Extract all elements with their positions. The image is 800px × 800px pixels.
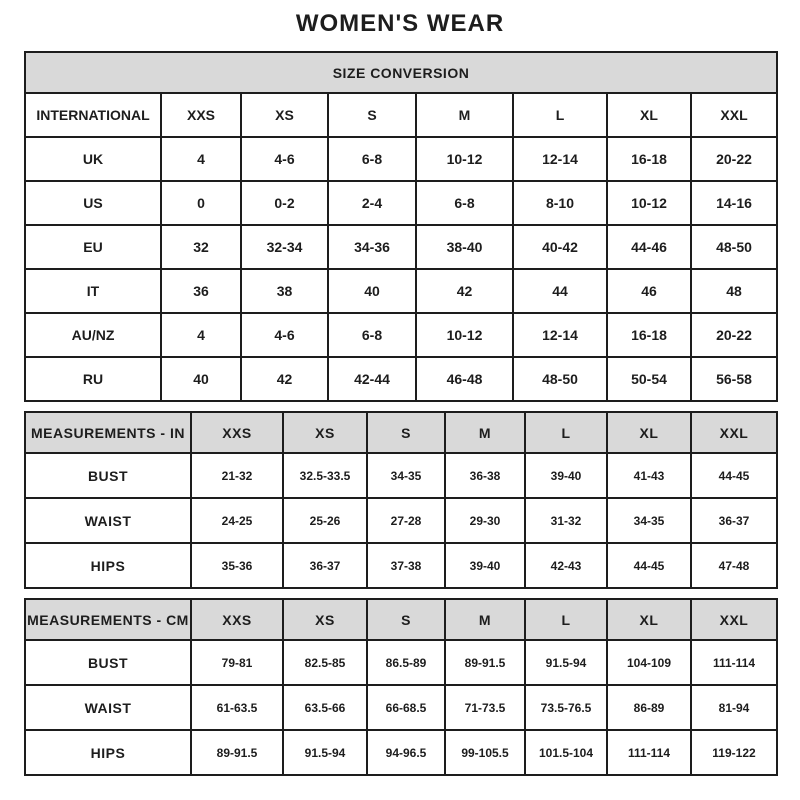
row-label-eu: EU bbox=[25, 225, 161, 269]
measurement-cell: 36-37 bbox=[691, 498, 777, 543]
size-cell: 20-22 bbox=[691, 313, 777, 357]
size-cell: 8-10 bbox=[513, 181, 607, 225]
measurement-cell: 24-25 bbox=[191, 498, 283, 543]
size-cell: 40-42 bbox=[513, 225, 607, 269]
size-cell: 34-36 bbox=[328, 225, 416, 269]
measurement-cell: 44-45 bbox=[691, 453, 777, 498]
column-header-xl: XL bbox=[607, 93, 691, 137]
column-header-xl: XL bbox=[607, 412, 691, 453]
measurement-cell: 82.5-85 bbox=[283, 640, 367, 685]
table-row-waist-cm bbox=[25, 685, 777, 730]
measurement-cell: 119-122 bbox=[691, 730, 777, 775]
size-cell: 48-50 bbox=[513, 357, 607, 401]
size-cell: 44-46 bbox=[607, 225, 691, 269]
measurement-cell: 104-109 bbox=[607, 640, 691, 685]
size-conversion-title: SIZE CONVERSION bbox=[25, 52, 777, 93]
size-cell: 42-44 bbox=[328, 357, 416, 401]
size-cell: 0-2 bbox=[241, 181, 328, 225]
measurement-cell: 99-105.5 bbox=[445, 730, 525, 775]
measurement-cell: 111-114 bbox=[691, 640, 777, 685]
column-header-s: S bbox=[367, 599, 445, 640]
table-row-ru bbox=[25, 357, 777, 401]
measurement-cell: 81-94 bbox=[691, 685, 777, 730]
measurement-cell: 32.5-33.5 bbox=[283, 453, 367, 498]
size-cell: 4 bbox=[161, 313, 241, 357]
row-label-waist: WAIST bbox=[25, 498, 191, 543]
row-label-it: IT bbox=[25, 269, 161, 313]
size-cell: 42 bbox=[241, 357, 328, 401]
size-cell: 4-6 bbox=[241, 313, 328, 357]
measurement-cell: 25-26 bbox=[283, 498, 367, 543]
measurement-cell: 37-38 bbox=[367, 543, 445, 588]
size-cell: 42 bbox=[416, 269, 513, 313]
measurement-cell: 41-43 bbox=[607, 453, 691, 498]
column-header-m: M bbox=[445, 599, 525, 640]
size-cell: 12-14 bbox=[513, 313, 607, 357]
column-header-l: L bbox=[525, 412, 607, 453]
size-cell: 40 bbox=[161, 357, 241, 401]
measurement-cell: 47-48 bbox=[691, 543, 777, 588]
table-row-us bbox=[25, 181, 777, 225]
table-header-row bbox=[25, 599, 777, 640]
measurement-cell: 29-30 bbox=[445, 498, 525, 543]
size-cell: 38 bbox=[241, 269, 328, 313]
size-cell: 32-34 bbox=[241, 225, 328, 269]
size-conversion-table bbox=[24, 51, 778, 402]
column-header-l: L bbox=[525, 599, 607, 640]
column-header-xxl: XXL bbox=[691, 93, 777, 137]
row-label-hips: HIPS bbox=[25, 730, 191, 775]
measurement-cell: 21-32 bbox=[191, 453, 283, 498]
table-row-hips-in bbox=[25, 543, 777, 588]
column-header-xxl: XXL bbox=[691, 412, 777, 453]
size-cell: 56-58 bbox=[691, 357, 777, 401]
column-header-xxs: XXS bbox=[191, 412, 283, 453]
measurement-cell: 44-45 bbox=[607, 543, 691, 588]
table-row-aunz bbox=[25, 313, 777, 357]
page-title: WOMEN'S WEAR bbox=[295, 10, 505, 37]
measurement-cell: 91.5-94 bbox=[525, 640, 607, 685]
table-header-row bbox=[25, 412, 777, 453]
row-label-waist: WAIST bbox=[25, 685, 191, 730]
table-row-hips-cm bbox=[25, 730, 777, 775]
table-header-row bbox=[25, 52, 777, 93]
table-row-eu bbox=[25, 225, 777, 269]
measurement-cell: 39-40 bbox=[445, 543, 525, 588]
column-header-xs: XS bbox=[283, 412, 367, 453]
table-row-bust-in bbox=[25, 453, 777, 498]
column-header-xl: XL bbox=[607, 599, 691, 640]
size-cell: 44 bbox=[513, 269, 607, 313]
size-cell: 36 bbox=[161, 269, 241, 313]
size-cell: 46-48 bbox=[416, 357, 513, 401]
measurement-cell: 34-35 bbox=[607, 498, 691, 543]
column-header-m: M bbox=[416, 93, 513, 137]
column-header-l: L bbox=[513, 93, 607, 137]
column-header-s: S bbox=[328, 93, 416, 137]
measurement-cell: 36-38 bbox=[445, 453, 525, 498]
measurement-cell: 31-32 bbox=[525, 498, 607, 543]
size-cell: 2-4 bbox=[328, 181, 416, 225]
column-header-xxs: XXS bbox=[161, 93, 241, 137]
measurement-cell: 63.5-66 bbox=[283, 685, 367, 730]
measurement-cell: 111-114 bbox=[607, 730, 691, 775]
size-cell: 6-8 bbox=[328, 313, 416, 357]
measurement-cell: 89-91.5 bbox=[191, 730, 283, 775]
measurements-cm-title: MEASUREMENTS - CM bbox=[25, 599, 191, 640]
measurements-in-table bbox=[24, 411, 778, 589]
size-cell: 10-12 bbox=[607, 181, 691, 225]
measurement-cell: 42-43 bbox=[525, 543, 607, 588]
measurement-cell: 61-63.5 bbox=[191, 685, 283, 730]
column-header-xxs: XXS bbox=[191, 599, 283, 640]
table-row-it bbox=[25, 269, 777, 313]
size-cell: 4-6 bbox=[241, 137, 328, 181]
row-label-us: US bbox=[25, 181, 161, 225]
row-label-aunz: AU/NZ bbox=[25, 313, 161, 357]
size-cell: 10-12 bbox=[416, 313, 513, 357]
row-label-ru: RU bbox=[25, 357, 161, 401]
measurements-cm-table bbox=[24, 598, 778, 776]
size-cell: 12-14 bbox=[513, 137, 607, 181]
measurement-cell: 101.5-104 bbox=[525, 730, 607, 775]
size-cell: 6-8 bbox=[328, 137, 416, 181]
row-label-bust: BUST bbox=[25, 640, 191, 685]
row-label-international: INTERNATIONAL bbox=[25, 93, 161, 137]
size-cell: 40 bbox=[328, 269, 416, 313]
table-row-uk bbox=[25, 137, 777, 181]
column-header-row bbox=[25, 93, 777, 137]
size-cell: 32 bbox=[161, 225, 241, 269]
column-header-xxl: XXL bbox=[691, 599, 777, 640]
size-cell: 4 bbox=[161, 137, 241, 181]
size-cell: 38-40 bbox=[416, 225, 513, 269]
size-cell: 10-12 bbox=[416, 137, 513, 181]
measurement-cell: 73.5-76.5 bbox=[525, 685, 607, 730]
size-cell: 46 bbox=[607, 269, 691, 313]
measurement-cell: 35-36 bbox=[191, 543, 283, 588]
size-cell: 20-22 bbox=[691, 137, 777, 181]
row-label-bust: BUST bbox=[25, 453, 191, 498]
measurement-cell: 86-89 bbox=[607, 685, 691, 730]
measurement-cell: 66-68.5 bbox=[367, 685, 445, 730]
measurement-cell: 34-35 bbox=[367, 453, 445, 498]
table-row-bust-cm bbox=[25, 640, 777, 685]
column-header-m: M bbox=[445, 412, 525, 453]
measurements-in-title: MEASUREMENTS - IN bbox=[25, 412, 191, 453]
measurement-cell: 71-73.5 bbox=[445, 685, 525, 730]
measurement-cell: 27-28 bbox=[367, 498, 445, 543]
measurement-cell: 94-96.5 bbox=[367, 730, 445, 775]
measurement-cell: 89-91.5 bbox=[445, 640, 525, 685]
measurement-cell: 86.5-89 bbox=[367, 640, 445, 685]
size-cell: 16-18 bbox=[607, 313, 691, 357]
column-header-xs: XS bbox=[283, 599, 367, 640]
measurement-cell: 39-40 bbox=[525, 453, 607, 498]
size-cell: 6-8 bbox=[416, 181, 513, 225]
size-cell: 48-50 bbox=[691, 225, 777, 269]
column-header-s: S bbox=[367, 412, 445, 453]
row-label-hips: HIPS bbox=[25, 543, 191, 588]
size-cell: 0 bbox=[161, 181, 241, 225]
measurement-cell: 91.5-94 bbox=[283, 730, 367, 775]
size-cell: 48 bbox=[691, 269, 777, 313]
table-row-waist-in bbox=[25, 498, 777, 543]
measurement-cell: 79-81 bbox=[191, 640, 283, 685]
size-cell: 14-16 bbox=[691, 181, 777, 225]
measurement-cell: 36-37 bbox=[283, 543, 367, 588]
row-label-uk: UK bbox=[25, 137, 161, 181]
size-cell: 16-18 bbox=[607, 137, 691, 181]
column-header-xs: XS bbox=[241, 93, 328, 137]
size-cell: 50-54 bbox=[607, 357, 691, 401]
